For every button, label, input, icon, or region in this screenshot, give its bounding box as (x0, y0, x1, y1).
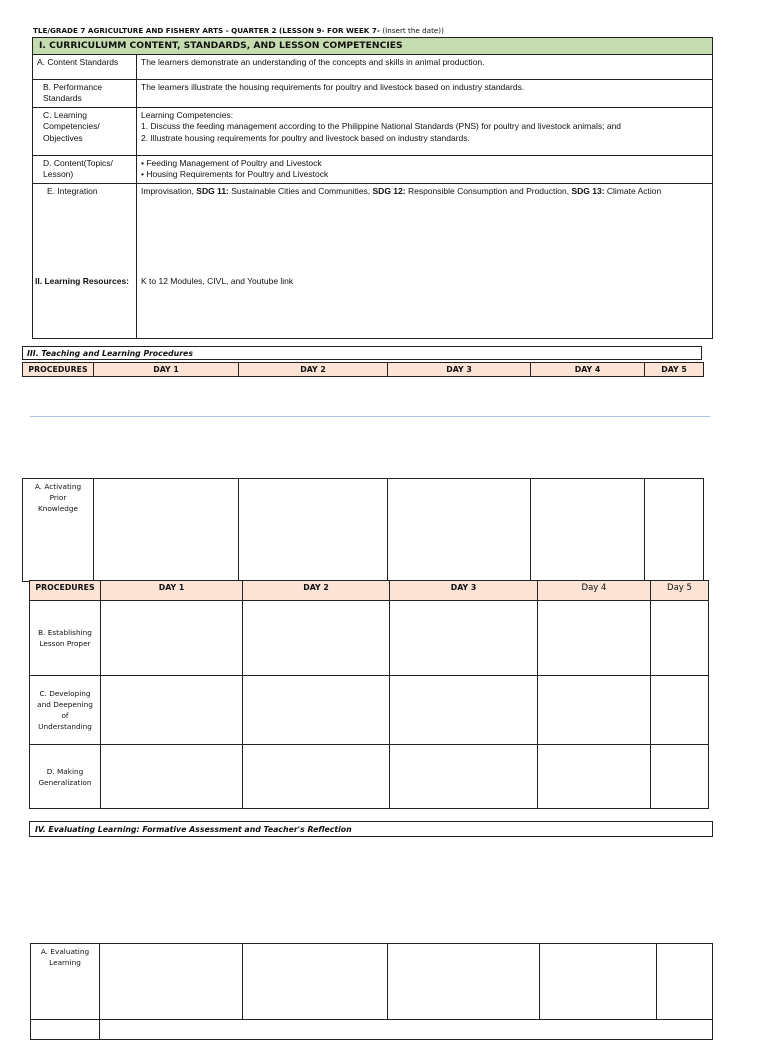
evaluating-label (31, 944, 100, 1020)
evaluating-table (30, 943, 713, 1040)
day4-header-2: Day 4 (538, 581, 651, 601)
establishing-text: B. Establishing Lesson Proper (38, 628, 92, 648)
making-day3[interactable] (390, 745, 538, 809)
establishing-label (30, 601, 101, 676)
evaluating-day3[interactable] (388, 944, 540, 1020)
activating-label (23, 479, 94, 582)
activating-day3[interactable] (388, 479, 531, 582)
making-day5[interactable] (651, 745, 709, 809)
competencies-label: C. Learning Competencies/ Objectives (33, 107, 137, 155)
sdg13-label: SDG 13: (571, 185, 605, 196)
establishing-day5[interactable] (651, 601, 709, 676)
making-day1[interactable] (101, 745, 243, 809)
day1-header: DAY 1 (94, 363, 239, 377)
day1-header-2: DAY 1 (101, 581, 243, 601)
activating-day4[interactable] (531, 479, 645, 582)
competency-item-1: 1. Discuss the feeding management according to the Philippine National Standards (PNS) for poultry and livestock animals; and (141, 121, 622, 131)
day5-header-2: Day 5 (651, 581, 709, 601)
curriculum-table (32, 37, 713, 339)
establishing-day2[interactable] (243, 601, 390, 676)
developing-day5[interactable] (651, 676, 709, 745)
content-standards-label: A. Content Standards (33, 54, 137, 79)
day4-header: DAY 4 (531, 363, 645, 377)
making-day4[interactable] (538, 745, 651, 809)
making-text: D. Making Generalization (38, 766, 92, 787)
procedures-table (29, 580, 709, 809)
establishing-day3[interactable] (390, 601, 538, 676)
developing-day2[interactable] (243, 676, 390, 745)
activating-day1[interactable] (94, 479, 239, 582)
day2-header: DAY 2 (239, 363, 388, 377)
procedures-label-2: PROCEDURES (30, 581, 101, 601)
procedures-header-row (22, 362, 704, 377)
establishing-day1[interactable] (101, 601, 243, 676)
section1-title: I. CURRICULUMM CONTENT, STANDARDS, AND LESSON COMPETENCIES (33, 38, 713, 55)
integration-value (137, 184, 712, 200)
sdg11-label: SDG 11: (196, 185, 229, 196)
activating-text: A. Activating Prior Knowledge (34, 482, 82, 513)
evaluating-day1[interactable] (100, 944, 243, 1020)
integration-prefix: Improvisation, (141, 185, 197, 196)
resources-value: K to 12 Modules, CIVL, and Youtube link (141, 275, 294, 286)
sdg12-label: SDG 12: (372, 185, 406, 196)
page-divider (30, 416, 710, 417)
developing-day1[interactable] (101, 676, 243, 745)
content-item-2: • Housing Requirements for Poultry and Livestock (141, 169, 329, 179)
sdg13-text: Climate Action (604, 185, 662, 196)
content-item-1: • Feeding Management of Poultry and Livestock (141, 157, 322, 168)
competency-item-2: 2. Illustrate housing requirements for poultry and livestock based on industry standards. (141, 132, 470, 143)
next-row-label (31, 1020, 100, 1040)
content-label: D. Content(Topics/ Lesson) (33, 155, 137, 183)
content-standards-value: The learners demonstrate an understanding of the concepts and skills in animal production. (137, 54, 713, 79)
resources-label: II. Learning Resources: (35, 275, 129, 286)
header-title: TLE/GRADE 7 AGRICULTURE AND FISHERY ARTS - QUARTER 2 (LESSON 9- FOR WEEK 7- (33, 26, 383, 35)
performance-standards-value: The learners illustrate the housing requirements for poultry and livestock based on industry standards. (137, 79, 713, 107)
next-row-value[interactable] (100, 1020, 713, 1040)
developing-day4[interactable] (538, 676, 651, 745)
developing-label (30, 676, 101, 745)
day3-header: DAY 3 (388, 363, 531, 377)
evaluating-text: A. Evaluating Learning (40, 947, 90, 967)
integration-label: E. Integration (47, 185, 98, 196)
establishing-day4[interactable] (538, 601, 651, 676)
day3-header-2: DAY 3 (390, 581, 538, 601)
activating-row (22, 478, 704, 582)
procedures-label: PROCEDURES (23, 363, 94, 377)
sdg12-text: Responsible Consumption and Production, (405, 185, 572, 196)
document-header (33, 26, 444, 35)
day5-header: DAY 5 (645, 363, 704, 377)
content-value (137, 155, 713, 183)
performance-standards-label: B. Performance Standards (33, 79, 137, 107)
sdg11-text: Sustainable Cities and Communities, (228, 185, 373, 196)
developing-day3[interactable] (390, 676, 538, 745)
making-label (30, 745, 101, 809)
developing-text: C. Developing and Deepening of Understanding (37, 689, 93, 731)
evaluating-day4[interactable] (540, 944, 657, 1020)
activating-day5[interactable] (645, 479, 704, 582)
competencies-value (137, 107, 713, 155)
evaluating-day5[interactable] (657, 944, 713, 1020)
evaluating-day2[interactable] (243, 944, 388, 1020)
section4-title: IV. Evaluating Learning: Formative Assessment and Teacher's Reflection (29, 821, 713, 837)
competencies-heading: Learning Competencies: (141, 109, 234, 120)
making-day2[interactable] (243, 745, 390, 809)
activating-day2[interactable] (239, 479, 388, 582)
section3-title: III. Teaching and Learning Procedures (22, 346, 702, 360)
integration-resources-value-cell (137, 183, 713, 338)
day2-header-2: DAY 2 (243, 581, 390, 601)
header-insert-date: (Insert the date)) (382, 26, 444, 35)
integration-resources-label-cell (33, 183, 137, 338)
